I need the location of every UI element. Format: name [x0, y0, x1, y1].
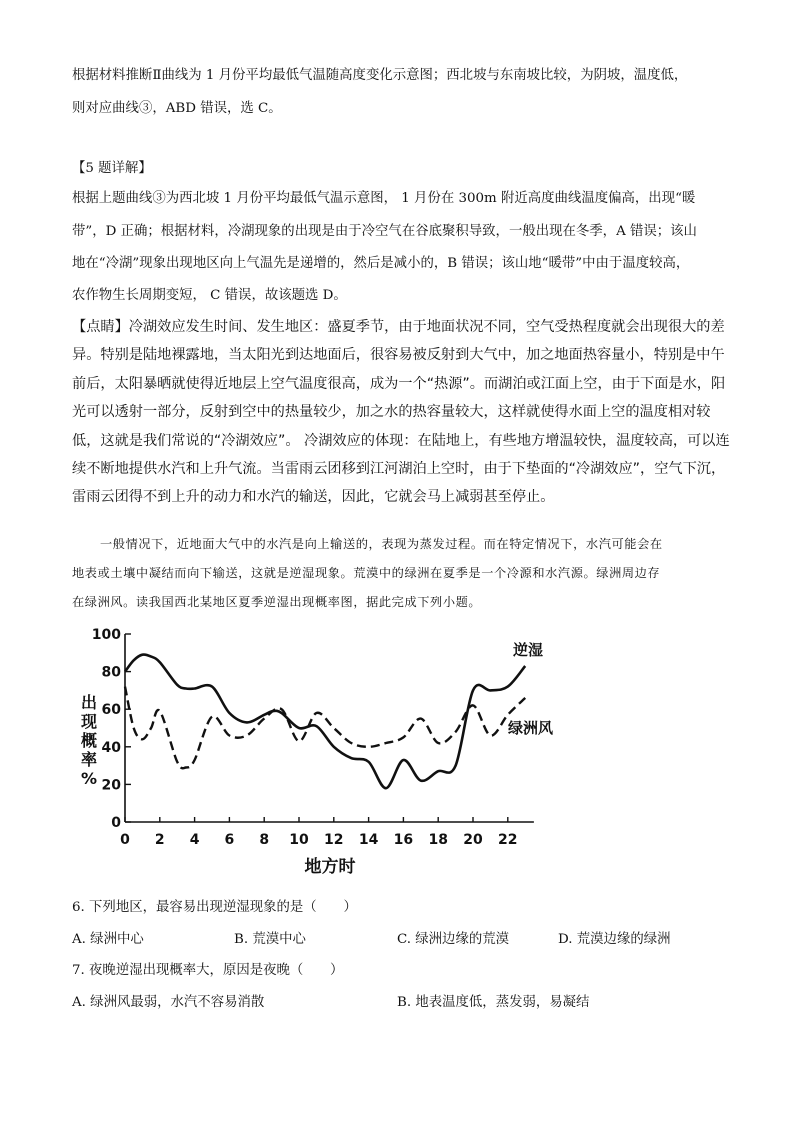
- x-axis-title: 地方时: [304, 857, 356, 877]
- question-6-option-b: B. 荒漠中心: [234, 932, 306, 947]
- q5-line-4: 农作物生长周期变短， C 错误，故该题选 D。: [72, 288, 347, 303]
- series-label: 逆湿: [513, 641, 544, 659]
- y-axis-label-char: %: [80, 769, 98, 788]
- x-tick-label: 8: [259, 832, 270, 848]
- dianjing-line: 【点睛】冷湖效应发生时间、发生地区：盛夏季节，由于地面状况不同，空气受热程度就会出现很大的差: [72, 319, 725, 335]
- y-tick-label: 60: [101, 702, 121, 719]
- x-tick-label: 0: [120, 832, 130, 848]
- dianjing-line: 异。特别是陆地裸露地，当太阳光到达地面后，很容易被反射到大气中，加之地面热容量小，特别是中午: [72, 347, 725, 364]
- y-tick-label: 80: [101, 664, 121, 681]
- x-tick-label: 16: [393, 832, 414, 848]
- intro-line: 一般情况下，近地面大气中的水汽是向上输送的，表现为蒸发过程。而在特定情况下，水汽可能会在: [100, 537, 663, 551]
- y-tick-label: 20: [101, 777, 121, 794]
- q5-line-3: 地在“冷湖”现象出现地区向上气温先是递增的，然后是减小的，B 错误；该山地“暖带”中由于温度较高，: [72, 256, 690, 271]
- question-7-stem: 7. 夜晚逆湿出现概率大，原因是夜晚（ ）: [72, 963, 344, 978]
- y-axis-label-char: 现: [80, 712, 98, 731]
- x-tick-label: 4: [189, 832, 200, 848]
- material-intro: [72, 530, 732, 617]
- y-axis-label-char: 率: [80, 750, 98, 769]
- prev-answer-line-2: 则对应曲线③，ABD 错误，选 C。: [72, 101, 282, 116]
- dianjing-line: 光可以透射一部分，反射到空中的热量较少，加之水的热容量较大，这样就使得水面上空的温度相对较: [72, 404, 711, 421]
- x-tick-label: 18: [428, 832, 448, 848]
- x-tick-label: 22: [498, 832, 518, 848]
- y-axis-label-char: 出: [80, 693, 98, 712]
- dianjing-paragraph: [72, 313, 730, 512]
- question-6-stem: 6. 下列地区，最容易出现逆湿现象的是（ ）: [72, 900, 357, 915]
- x-tick-label: 2: [154, 832, 165, 848]
- dianjing-line: 续不断地提供水汽和上升气流。当雷雨云团移到江河湖泊上空时，由于下垫面的“冷湖效应”，空气下沉，: [72, 461, 726, 478]
- x-tick-label: 14: [358, 832, 379, 848]
- chart-axes: [125, 634, 534, 822]
- y-tick-label: 0: [111, 815, 121, 831]
- series-label: 绿洲风: [508, 719, 554, 737]
- intro-line: 地表或土壤中凝结而向下输送，这就是逆湿现象。荒漠中的绿洲在夏季是一个冷源和水汽源。绿洲周边存: [72, 566, 661, 580]
- question-7-option-b: B. 地表温度低，蒸发弱，易凝结: [397, 995, 590, 1010]
- q5-line-2: 带”，D 正确；根据材料，冷湖现象的出现是由于冷空气在谷底聚积导致，一般出现在冬季，A 错误；该山: [72, 224, 697, 239]
- dianjing-line: 低，这就是我们常说的“冷湖效应”。 冷湖效应的体现：在陆地上，有些地方增温较快，温度较高，可以连: [72, 432, 730, 449]
- x-tick-label: 20: [463, 832, 483, 848]
- dianjing-line: 雷雨云团得不到上升的动力和水汽的输送，因此，它就会马上减弱甚至停止。: [72, 489, 555, 506]
- y-tick-label: 40: [101, 739, 121, 756]
- y-tick-label: 100: [91, 627, 121, 643]
- question-6-option-d: D. 荒漠边缘的绿洲: [558, 932, 671, 947]
- prev-answer-line-1: 根据材料推断Ⅱ曲线为 1 月份平均最低气温随高度变化示意图；西北坡与东南坡比较，为阴坡，温度低，: [72, 68, 688, 83]
- intro-line: 在绿洲风。读我国西北某地区夏季逆湿出现概率图，据此完成下列小题。: [72, 595, 482, 609]
- y-axis-label: [80, 693, 97, 788]
- q5-line-1: 根据上题曲线③为西北坡 1 月份平均最低气温示意图， 1 月份在 300m 附近高度曲线温度偏高，出现“暖: [72, 191, 696, 206]
- q5-heading: 【5 题详解】: [72, 161, 152, 176]
- dianjing-line: 前后，太阳暴晒就使得近地层上空气温度很高，成为一个“热源”。而湖泊或江面上空，由于下面是水，阳: [72, 375, 726, 392]
- x-tick-label: 6: [224, 832, 235, 848]
- question-6-option-a: A. 绿洲中心: [72, 932, 144, 947]
- humidity-inversion-chart: [0, 620, 794, 880]
- question-6-option-c: C. 绿洲边缘的荒漠: [397, 932, 510, 947]
- x-tick-label: 10: [289, 832, 309, 848]
- y-axis-label-char: 概: [80, 731, 98, 750]
- x-tick-label: 12: [324, 832, 344, 848]
- question-7-option-a: A. 绿洲风最弱，水汽不容易消散: [72, 995, 265, 1010]
